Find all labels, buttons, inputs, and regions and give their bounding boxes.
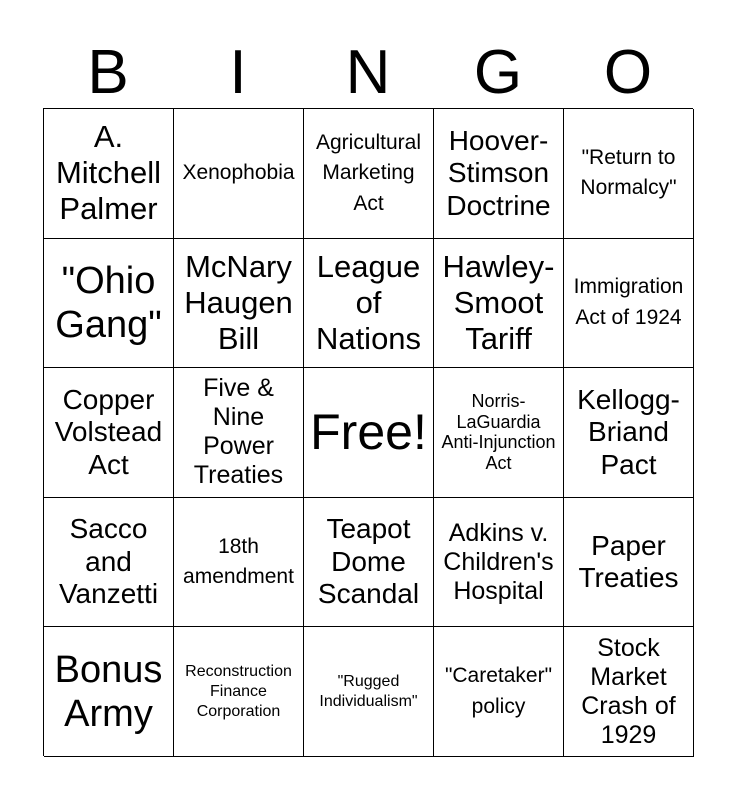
cell-text: "Ohio Gang" (55, 259, 162, 346)
bingo-cell[interactable] (564, 239, 694, 369)
bingo-cell[interactable] (434, 368, 564, 498)
header-letter-n: N (345, 38, 391, 107)
cell-text: Stock Market Crash of 1929 (581, 633, 676, 749)
bingo-header (43, 38, 693, 108)
bingo-cell[interactable] (44, 498, 174, 628)
bingo-cell[interactable] (174, 368, 304, 498)
bingo-cell[interactable] (174, 109, 304, 239)
bingo-cell[interactable] (44, 368, 174, 498)
bingo-cell[interactable] (304, 239, 434, 369)
bingo-cell[interactable] (174, 239, 304, 369)
bingo-cell[interactable] (44, 109, 174, 239)
cell-text: Sacco and Vanzetti (58, 513, 159, 610)
header-letter-o: O (603, 38, 653, 107)
bingo-cell[interactable] (434, 239, 564, 369)
cell-text: Agricultural Marketing Act (315, 130, 422, 215)
cell-text: Reconstruction Finance Corporation (185, 662, 292, 720)
bingo-cell[interactable] (304, 109, 434, 239)
cell-text: Hoover-Stimson Doctrine (446, 124, 551, 221)
cell-text: Adkins v. Children's Hospital (443, 518, 554, 605)
free-space-label: Free! (310, 404, 427, 461)
bingo-cell[interactable] (564, 627, 694, 757)
cell-text: Immigration Act of 1924 (573, 275, 684, 329)
bingo-cell[interactable] (174, 627, 304, 757)
cell-text: Xenophobia (182, 161, 295, 185)
cell-text: "Rugged Individualism" (319, 672, 418, 710)
cell-text: Paper Treaties (578, 529, 679, 594)
cell-text: 18th amendment (183, 534, 294, 589)
bingo-cell[interactable] (44, 239, 174, 369)
cell-text: Five & Nine Power Treaties (193, 374, 284, 490)
bingo-board (43, 108, 693, 756)
cell-text: Hawley-Smoot Tariff (442, 248, 555, 356)
cell-text: Copper Volstead Act (54, 383, 163, 480)
cell-text: McNary Haugen Bill (184, 248, 293, 356)
bingo-cell[interactable] (44, 627, 174, 757)
header-letter-i: I (229, 38, 247, 107)
bingo-cell[interactable] (434, 498, 564, 628)
cell-text: "Return to Normalcy" (580, 145, 677, 200)
free-space[interactable] (304, 368, 434, 498)
cell-text: Bonus Army (54, 648, 163, 735)
cell-text: League of Nations (315, 248, 422, 356)
cell-text: Kellogg-Briand Pact (577, 383, 680, 480)
cell-text: Teapot Dome Scandal (317, 513, 420, 610)
cell-text: A. Mitchell Palmer (55, 119, 162, 227)
cell-text: Norris-LaGuardia Anti-Injunction Act (441, 390, 556, 474)
bingo-cell[interactable] (434, 109, 564, 239)
header-letter-b: B (87, 38, 129, 107)
bingo-cell[interactable] (304, 627, 434, 757)
bingo-cell[interactable] (174, 498, 304, 628)
bingo-cell[interactable] (564, 109, 694, 239)
header-letter-g: G (473, 38, 523, 107)
cell-text: "Caretaker" policy (444, 664, 553, 718)
bingo-cell[interactable] (564, 368, 694, 498)
bingo-cell[interactable] (304, 498, 434, 628)
bingo-cell[interactable] (434, 627, 564, 757)
bingo-cell[interactable] (564, 498, 694, 628)
